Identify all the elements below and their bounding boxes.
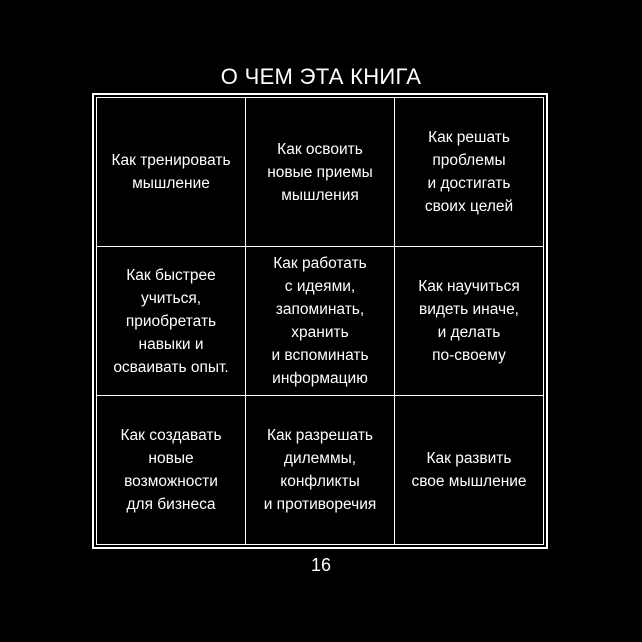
grid-cell-4 <box>97 247 246 396</box>
grid-cell-text: Как развить свое мышление <box>411 450 527 490</box>
page-title: О ЧЕМ ЭТА КНИГА <box>220 64 422 89</box>
grid-cell-text: Как решать проблемы и достигать своих целей <box>424 129 514 215</box>
grid-cell-3 <box>395 98 544 247</box>
grid-cell-text: Как создавать новые возможности для бизнеса <box>120 427 222 513</box>
topics-grid <box>96 97 544 545</box>
grid-cell-1 <box>97 98 246 247</box>
grid-cell-2 <box>246 98 395 247</box>
grid-cell-7 <box>97 396 246 545</box>
grid-cell-8 <box>246 396 395 545</box>
page-number: 16 <box>310 555 332 575</box>
grid-cell-text: Как освоить новые приемы мышления <box>267 140 373 204</box>
grid-cell-text: Как тренировать мышление <box>111 152 231 192</box>
grid-cell-9 <box>395 396 544 545</box>
topics-grid-frame <box>92 93 548 549</box>
grid-cell-5 <box>246 247 395 396</box>
grid-cell-6 <box>395 247 544 396</box>
grid-cell-text: Как научиться видеть иначе, и делать по-своему <box>418 278 520 364</box>
grid-cell-text: Как быстрее учиться, приобретать навыки и осваивать опыт. <box>113 266 229 376</box>
grid-cell-text: Как работать с идеями, запоминать, хранить и вспоминать информацию <box>271 255 369 387</box>
grid-cell-text: Как разрешать дилеммы, конфликты и противоречия <box>263 427 377 513</box>
